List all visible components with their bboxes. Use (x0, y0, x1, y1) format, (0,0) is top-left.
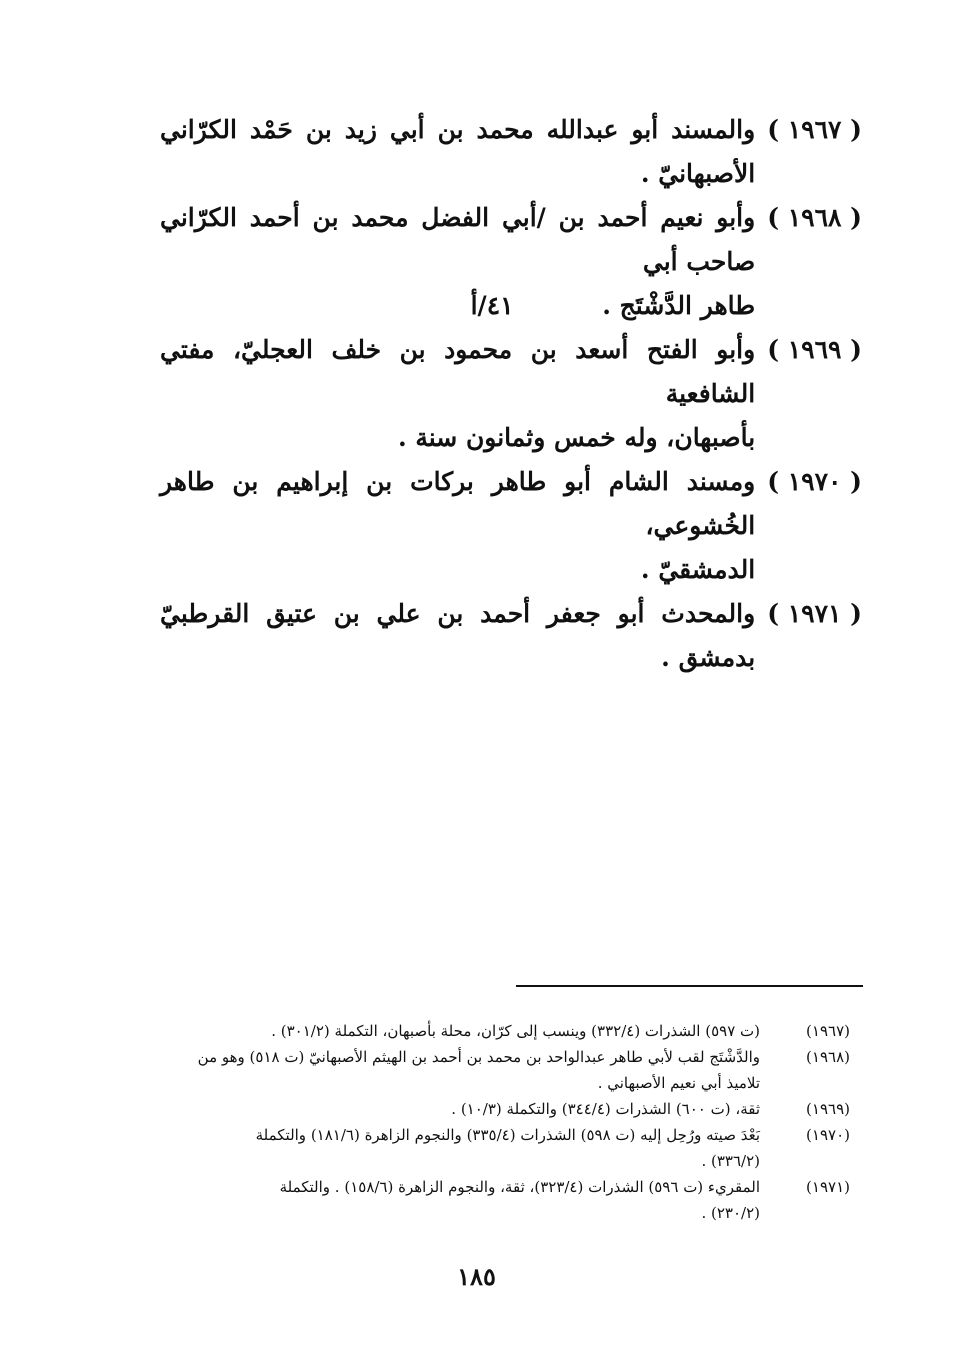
entry-1969 (160, 328, 862, 460)
entry-number: ( ١٩٦٨ ) (767, 203, 862, 232)
footnote-line: (٢٣٠/٢) . (701, 1204, 760, 1222)
footnote-1970 (156, 1122, 850, 1174)
entry-line: طاهر الدَّشْتَج . (602, 291, 756, 320)
footnote-line: (٣٣٦/٢) . (701, 1152, 760, 1170)
entry-1971 (160, 592, 862, 680)
footnote-1969 (156, 1096, 850, 1122)
entry-line: بأصبهان، وله خمس وثمانون سنة . (397, 423, 756, 452)
entry-number: ( ١٩٧٠ ) (767, 467, 862, 496)
entry-number: ( ١٩٦٧ ) (767, 115, 862, 144)
footnote-1967 (156, 1018, 850, 1044)
footnote-line: (ت ٥٩٧) الشذرات (٣٣٢/٤) وينسب إلى كرّان، محلة بأصبهان، التكملة (٣٠١/٢) . (271, 1022, 760, 1040)
footnote-number: (١٩٧١) (806, 1178, 850, 1196)
footnote-line: ثقة، (ت ٦٠٠) الشذرات (٣٤٤/٤) والتكملة (١٠/٣) . (451, 1100, 760, 1118)
footnote-separator (516, 985, 863, 987)
entry-1967 (160, 108, 862, 196)
entry-line: ومسند الشام أبو طاهر بركات بن إبراهيم بن طاهر الخُشوعي، (160, 467, 756, 540)
entry-1970 (160, 460, 862, 592)
page-number: ١٨٥ (457, 1262, 496, 1291)
footnote-line: بَعْدَ صيته ورُحِل إليه (ت ٥٩٨) الشذرات (٣٣٥/٤) والنجوم الزاهرة (١٨١/٦) والتكملة (255, 1126, 760, 1144)
footnote-number: (١٩٦٧) (806, 1022, 850, 1040)
entry-number: ( ١٩٦٩ ) (767, 335, 862, 364)
footnote-1971 (156, 1174, 850, 1226)
manuscript-folio-note: ٤١/أ (470, 291, 514, 320)
footnote-line: المقريء (ت ٥٩٦) الشذرات (٣٢٣/٤)، ثقة، والنجوم الزاهرة (١٥٨/٦) . والتكملة (279, 1178, 760, 1196)
entry-line: وأبو الفتح أسعد بن محمود بن خلف العجليّ، مفتي الشافعية (160, 335, 756, 408)
footnote-line: والدَّشْتَج لقب لأبي طاهر عبدالواحد بن محمد بن أحمد بن الهيثم الأصبهانيّ (ت ٥١٨) وهو من (197, 1048, 760, 1066)
main-text (160, 108, 862, 680)
footnotes (156, 1018, 850, 1226)
footnote-number: (١٩٧٠) (806, 1126, 850, 1144)
entry-line: والمسند أبو عبدالله محمد بن أبي زيد بن حَمْد الكرّاني الأصبهانيّ . (160, 115, 756, 188)
entry-line: وأبو نعيم أحمد بن /أبي الفضل محمد بن أحمد الكرّاني صاحب أبي (160, 203, 756, 276)
footnote-1968 (156, 1044, 850, 1096)
entry-number: ( ١٩٧١ ) (767, 599, 862, 628)
footnote-line: تلاميذ أبي نعيم الأصبهاني . (597, 1074, 760, 1092)
footnote-number: (١٩٦٨) (806, 1048, 850, 1066)
entry-line: الدمشقيّ . (640, 555, 756, 584)
footnote-number: (١٩٦٩) (806, 1100, 850, 1118)
entry-line: والمحدث أبو جعفر أحمد بن علي بن عتيق القرطبيّ بدمشق . (160, 599, 756, 672)
entry-1968 (160, 196, 862, 328)
